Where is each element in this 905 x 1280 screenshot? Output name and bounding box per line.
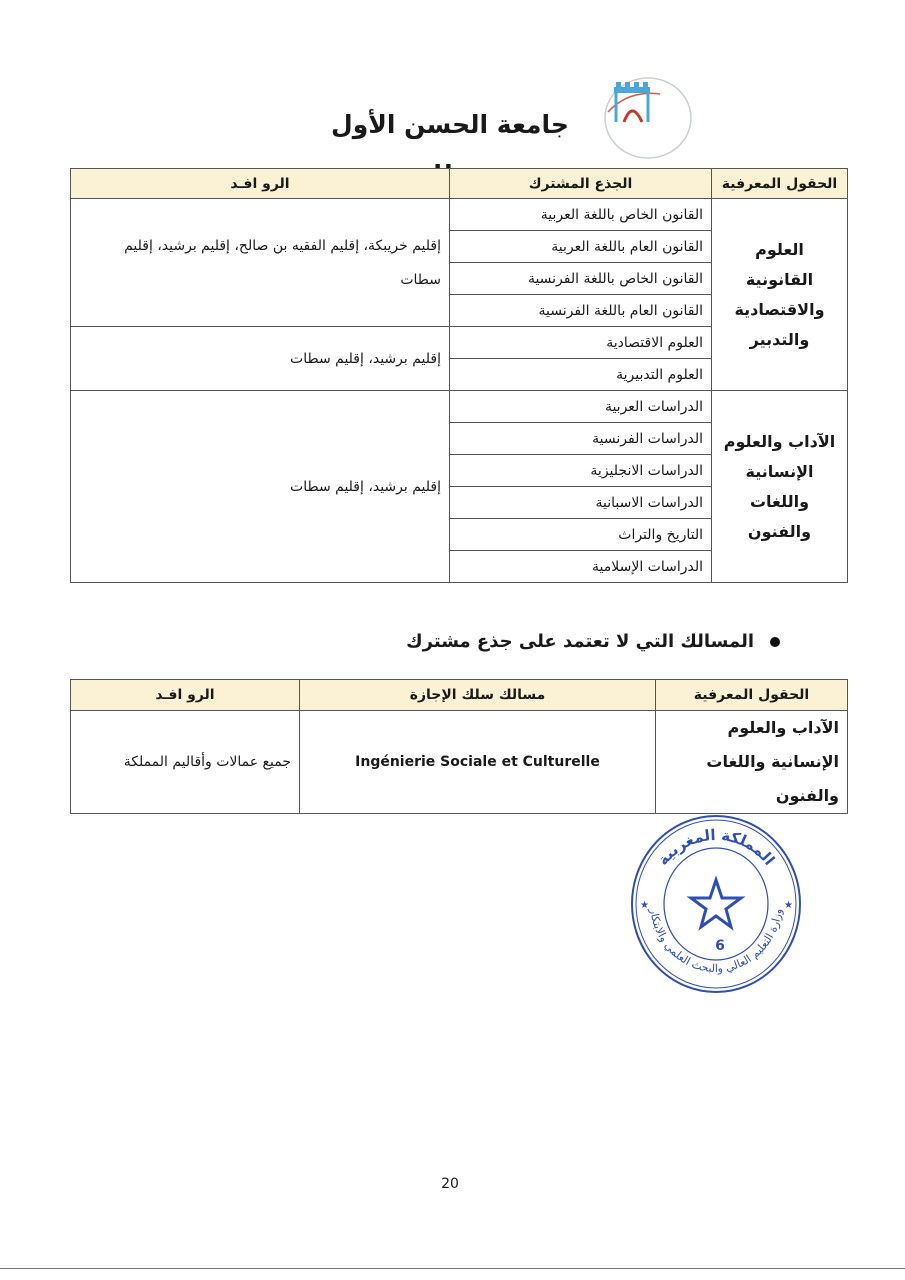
core-cell: القانون العام باللغة الفرنسية: [450, 295, 712, 327]
field-cell: الآداب والعلوم الإنسانية واللغات والفنون: [712, 391, 848, 583]
university-title: جامعة الحسن الأول: [331, 110, 569, 139]
core-cell: القانون العام باللغة العربية: [450, 231, 712, 263]
stamp-outer-text: المملكة المغربية: [653, 825, 779, 869]
origins-cell: إقليم برشيد، إقليم سطات: [71, 391, 450, 583]
core-cell: العلوم الاقتصادية: [450, 327, 712, 359]
tracks-table: [70, 679, 848, 814]
origins-cell: إقليم برشيد، إقليم سطات: [71, 327, 450, 391]
section-heading-text: المسالك التي لا تعتمد على جذع مشترك: [406, 631, 754, 652]
table-row: [71, 391, 848, 423]
footer-divider: [0, 1268, 905, 1269]
bullet-icon: [770, 637, 780, 647]
core-cell: العلوم التدبيرية: [450, 359, 712, 391]
origins-cell: جميع عمالات وأقاليم المملكة: [71, 711, 300, 814]
header-origins: الرو افـد: [71, 169, 450, 199]
svg-text:المملكة المغربية: [654, 826, 779, 869]
table-header-row: [71, 169, 848, 199]
field-cell: الآداب والعلوم الإنسانية واللغات والفنون: [656, 711, 848, 814]
star-icon: [691, 880, 741, 927]
track-cell: Ingénierie Sociale et Culturelle: [300, 711, 656, 814]
field-cell: العلوم القانونية والاقتصادية والتدبير: [712, 199, 848, 391]
header-tracks: مسالك سلك الإجازة: [300, 680, 656, 711]
core-cell: القانون الخاص باللغة الفرنسية: [450, 263, 712, 295]
stamp-right-star-icon: ★: [784, 900, 793, 911]
header-common-core: الجذع المشترك: [450, 169, 712, 199]
official-stamp: [628, 810, 804, 996]
stamp-inner-text: وزارة التعليم العالي والبحث العلمي والابتكار: [647, 907, 785, 976]
core-cell: القانون الخاص باللغة العربية: [450, 199, 712, 231]
stamp-number: 6: [715, 938, 725, 954]
core-cell: الدراسات الانجليزية: [450, 455, 712, 487]
header-fields: الحقول المعرفية: [656, 680, 848, 711]
core-cell: الدراسات الاسبانية: [450, 487, 712, 519]
page-number: 20: [441, 1176, 459, 1192]
common-core-table: [70, 168, 848, 583]
core-cell: الدراسات العربية: [450, 391, 712, 423]
core-cell: الدراسات الإسلامية: [450, 551, 712, 583]
table-header-row: [71, 680, 848, 711]
origins-cell: إقليم خريبكة، إقليم الفقيه بن صالح، إقليم برشيد، إقليم سطات: [71, 199, 450, 327]
section-heading: [380, 622, 780, 662]
stamp-left-star-icon: ★: [640, 900, 649, 911]
core-cell: الدراسات الفرنسية: [450, 423, 712, 455]
table-row: [71, 711, 848, 814]
university-logo: [598, 72, 694, 164]
header-origins: الرو افـد: [71, 680, 300, 711]
core-cell: التاريخ والتراث: [450, 519, 712, 551]
table-row: [71, 199, 848, 231]
header-fields: الحقول المعرفية: [712, 169, 848, 199]
